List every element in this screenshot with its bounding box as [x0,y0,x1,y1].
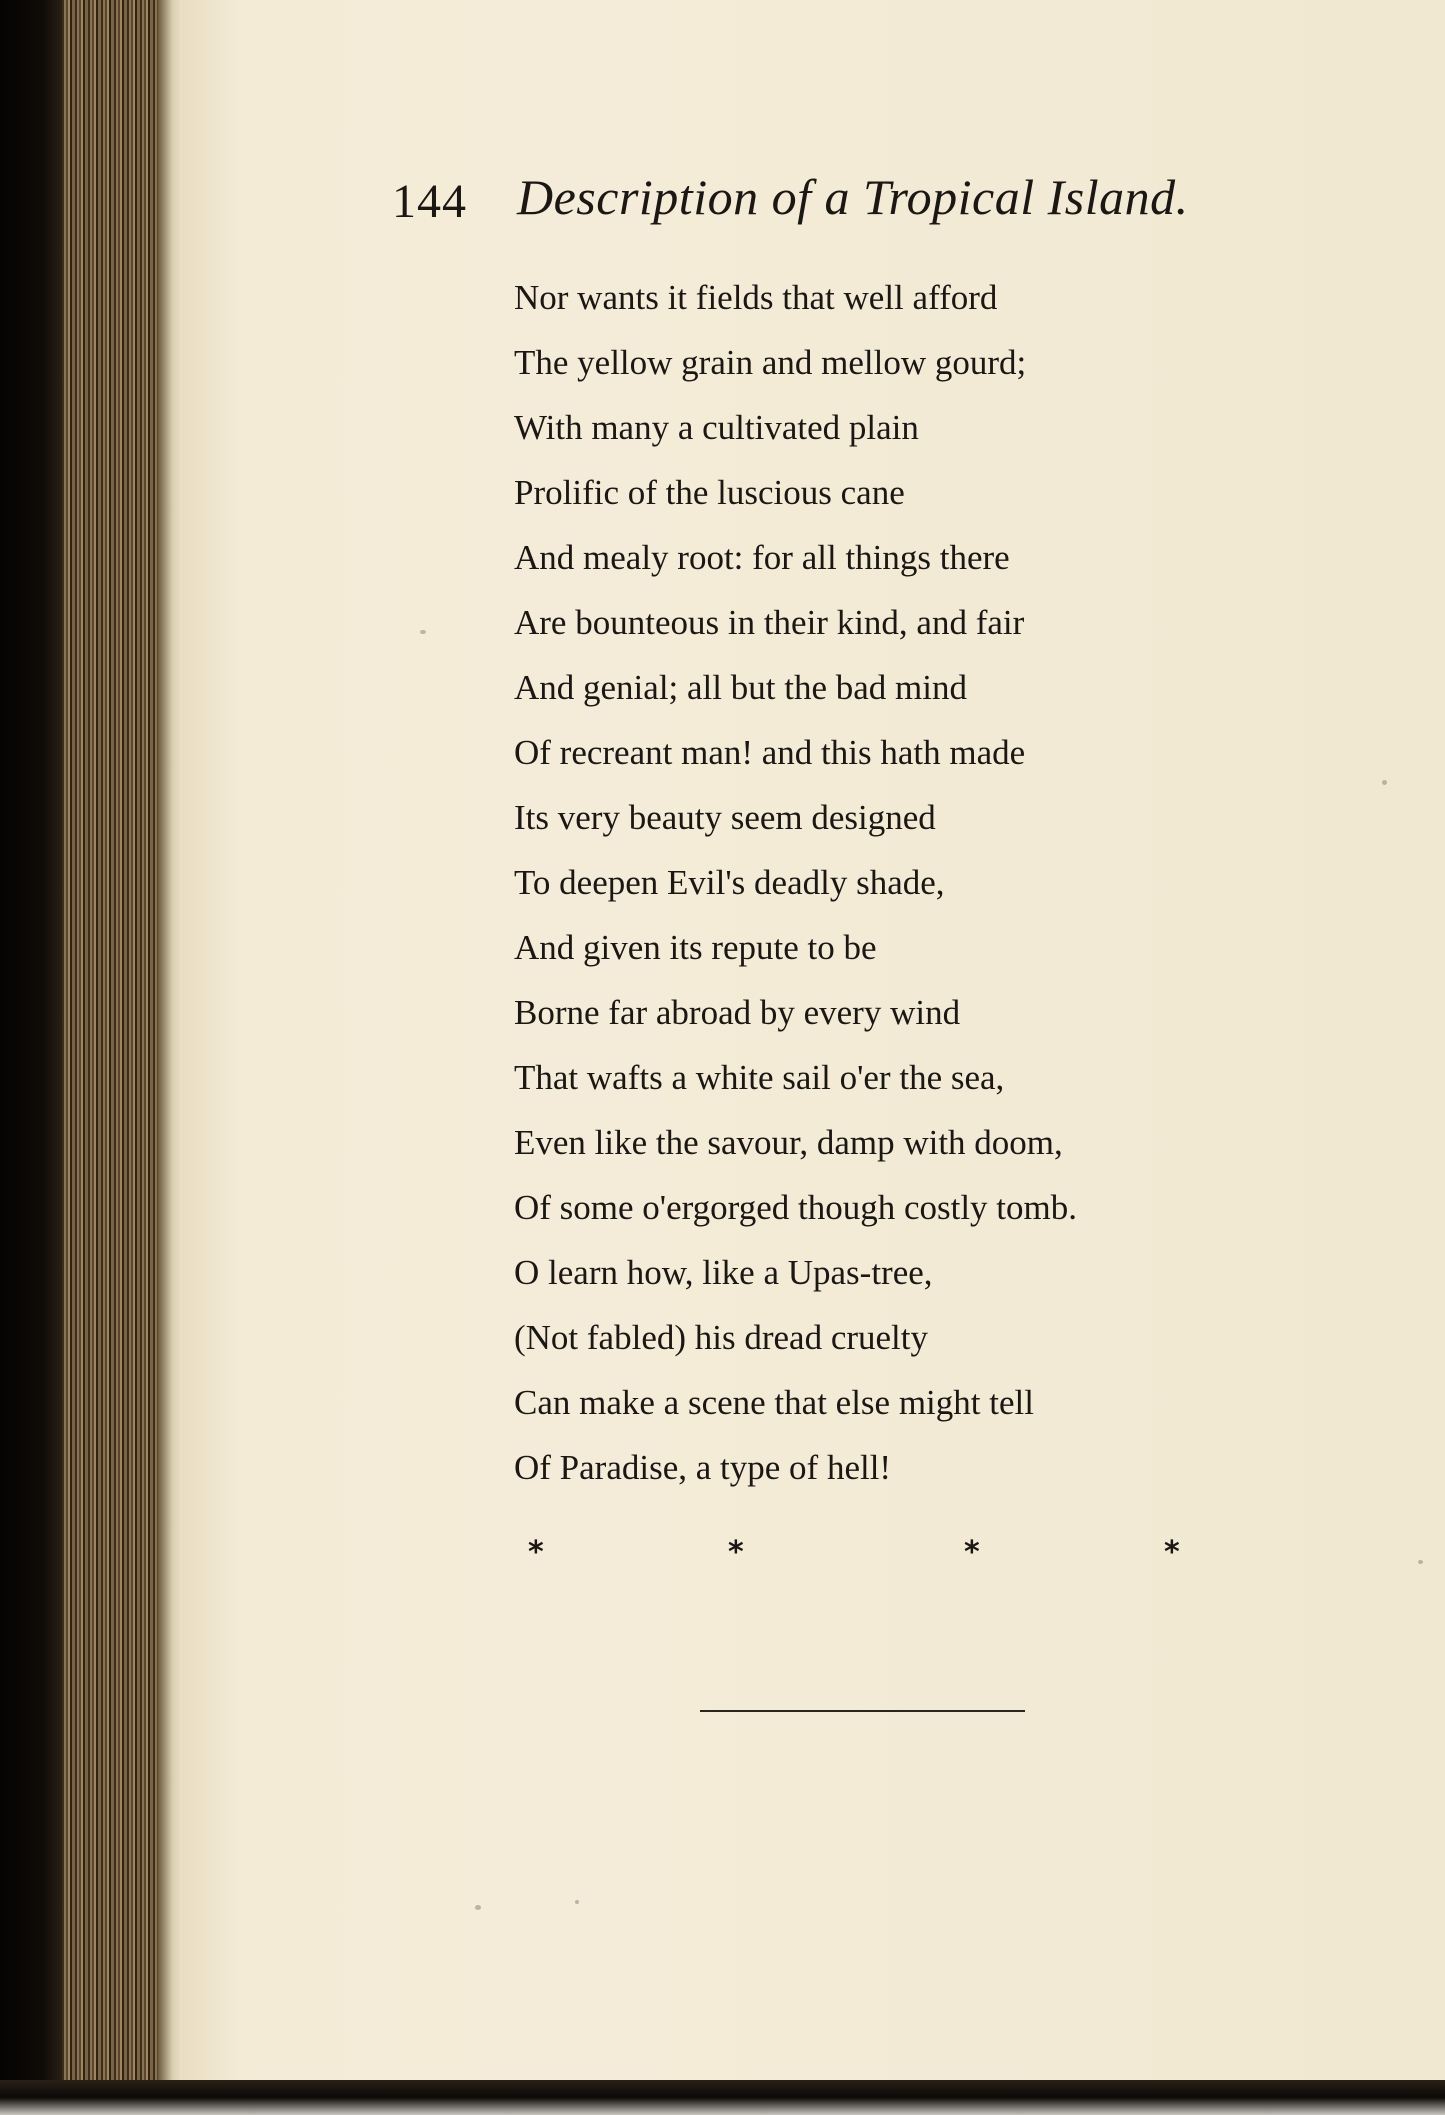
poem-line: Of some o'ergorged though costly tomb. [514,1188,1078,1227]
poem-line: And genial; all but the bad mind [514,668,967,707]
poem-line: Of Paradise, a type of hell! [514,1448,892,1487]
poem-text [514,275,1234,1510]
poem-line: And mealy root: for all things there [514,538,1010,577]
paper-speck [475,1905,481,1910]
page-header [392,168,1252,238]
paper-speck [575,1900,579,1904]
scan-left-edge [0,0,62,2115]
paper-speck [1418,1560,1423,1564]
poem-line: Can make a scene that else might tell [514,1383,1034,1422]
running-title: Description of a Tropical Island. [517,169,1189,225]
poem-line: Nor wants it fields that well afford [514,278,998,317]
asterism: * [964,1535,980,1570]
poem-line: That wafts a white sail o'er the sea, [514,1058,1005,1097]
page-number: 144 [392,175,467,228]
paper-speck [1382,780,1387,785]
section-break-asterisms [528,1535,1188,1571]
poem-line: (Not fabled) his dread cruelty [514,1318,929,1357]
poem-line: The yellow grain and mellow gourd; [514,343,1027,382]
poem-line: Even like the savour, damp with doom, [514,1123,1063,1162]
poem-line: Borne far abroad by every wind [514,993,961,1032]
poem-line: With many a cultivated plain [514,408,919,447]
asterism: * [528,1535,544,1570]
scan-bottom-edge [0,2080,1445,2115]
poem-line: And given its repute to be [514,928,877,967]
poem-line: Are bounteous in their kind, and fair [514,603,1025,642]
paper-speck [420,630,426,634]
poem-line: Of recreant man! and this hath made [514,733,1026,772]
book-page-edges [62,0,182,2090]
asterism: * [1164,1535,1180,1570]
poem-line: To deepen Evil's deadly shade, [514,863,945,902]
asterism: * [728,1535,744,1570]
poem-line: Its very beauty seem designed [514,798,936,837]
poem-line: Prolific of the luscious cane [514,473,905,512]
section-end-rule [700,1710,1025,1712]
poem-line: O learn how, like a Upas-tree, [514,1253,933,1292]
